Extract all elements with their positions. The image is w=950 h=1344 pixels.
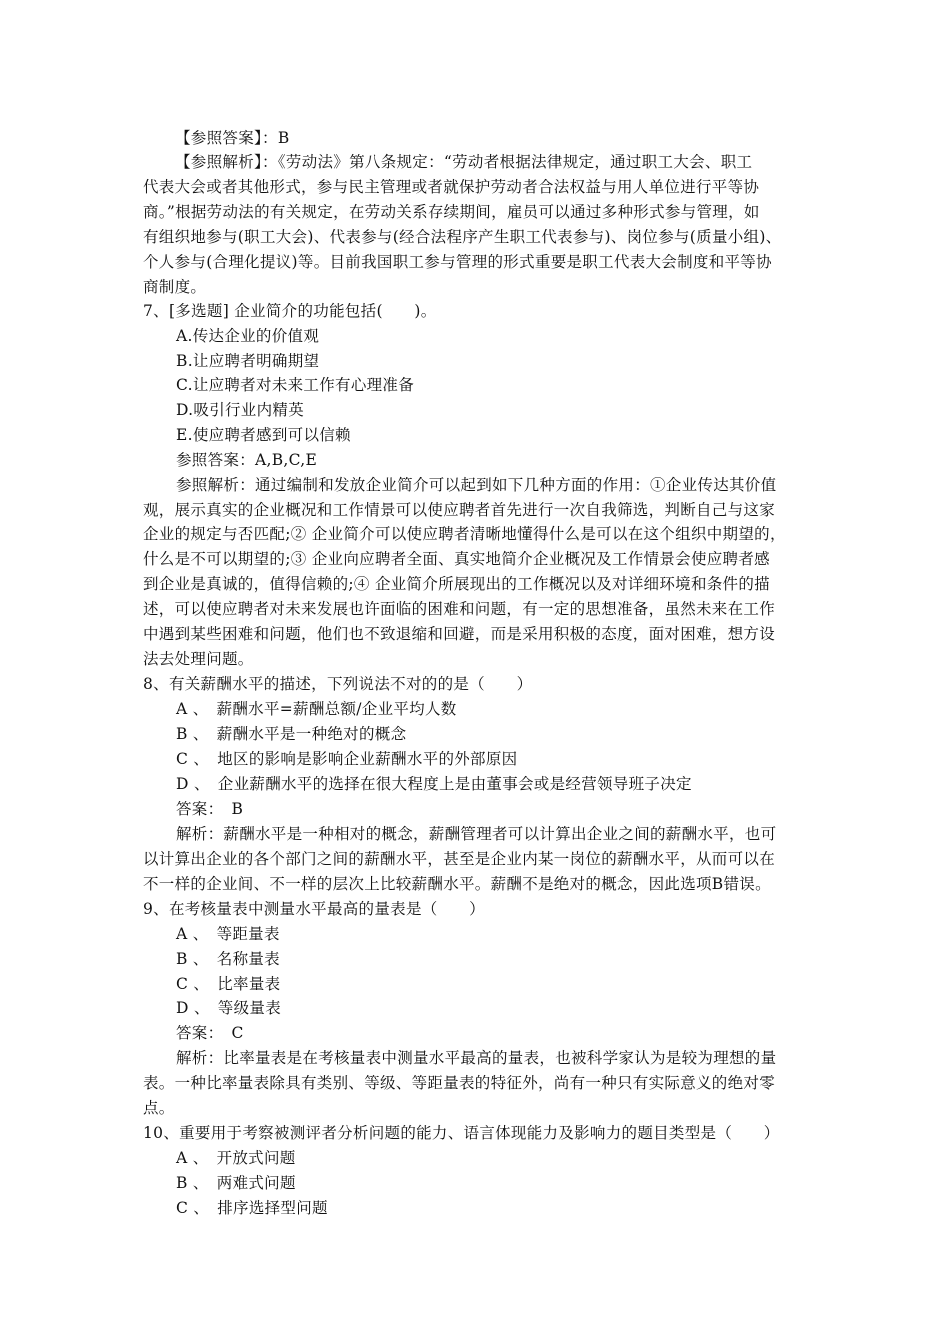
q9-analysis-line: 表。一种比率量表除具有类别、等级、等距量表的特征外，尚有一种只有实际意义的绝对零: [143, 1074, 776, 1092]
q6-analysis-line: 代表大会或者其他形式，参与民主管理或者就保护劳动者合法权益与用人单位进行平等协: [143, 178, 760, 196]
q7-option: C.让应聘者对未来工作有心理准备: [176, 376, 415, 394]
q6-analysis-line: 商制度。: [143, 278, 207, 296]
q7-option: E.使应聘者感到可以信赖: [176, 426, 351, 444]
q6-analysis-line: 【参照解析】：《劳动法》第八条规定：“劳动者根据法律规定，通过职工大会、职工: [175, 153, 753, 171]
q7-analysis-line: 中遇到某些困难和问题，他们也不致退缩和回避，而是采用积极的态度，面对困难，想方设: [143, 625, 776, 643]
q7-option: B.让应聘者明确期望: [176, 352, 320, 370]
q9-stem: 9、在考核量表中测量水平最高的量表是（ ）: [143, 900, 485, 918]
q6-analysis-line: 商。”根据劳动法的有关规定，在劳动关系存续期间，雇员可以通过多种形式参与管理，如: [143, 203, 760, 221]
q9-analysis-line: 解析：比率量表是在考核量表中测量水平最高的量表，也被科学家认为是较为理想的量: [176, 1049, 777, 1067]
q7-analysis-line: 到企业是真诚的，值得信赖的;④ 企业简介所展现出的工作概况以及对详细环境和条件的描: [143, 575, 770, 593]
q10-option: A 、 开放式问题: [176, 1149, 296, 1167]
q7-analysis-line: 什么是不可以期望的;③ 企业向应聘者全面、真实地简介企业概况及工作情景会使应聘者感: [143, 550, 770, 568]
q9-analysis-line: 点。: [143, 1099, 175, 1117]
q10-option: B 、 两难式问题: [176, 1174, 296, 1192]
q8-option: D 、 企业薪酬水平的选择在很大程度上是由董事会或是经营领导班子决定: [176, 775, 692, 793]
q8-analysis-line: 不一样的企业间、不一样的层次上比较薪酬水平。薪酬不是绝对的概念，因此选项B错误。: [143, 875, 771, 893]
q7-stem: 7、[多选题] 企业简介的功能包括( )。: [143, 302, 437, 320]
q8-analysis-line: 以计算出企业的各个部门之间的薪酬水平，甚至是企业内某一岗位的薪酬水平，从而可以在: [143, 850, 776, 868]
q10-option: C 、 排序选择型问题: [176, 1199, 328, 1217]
q9-option: D 、 等级量表: [176, 999, 282, 1017]
q8-option: C 、 地区的影响是影响企业薪酬水平的外部原因: [176, 750, 518, 768]
q7-option: D.吸引行业内精英: [176, 401, 305, 419]
q8-option: B 、 薪酬水平是一种绝对的概念: [176, 725, 407, 743]
q7-analysis-line: 观，展示真实的企业概况和工作情景可以使应聘者首先进行一次自我筛选，判断自己与这家: [143, 501, 776, 519]
q7-analysis-line: 参照解析：通过编制和发放企业简介可以起到如下几种方面的作用：①企业传达其价值: [176, 476, 777, 494]
q7-answer: 参照答案：A,B,C,E: [176, 451, 318, 469]
q9-answer: 答案： C: [176, 1024, 244, 1042]
q8-stem: 8、有关薪酬水平的描述，下列说法不对的的是（ ）: [143, 675, 533, 693]
q8-answer: 答案： B: [176, 800, 244, 818]
q9-option: A 、 等距量表: [176, 925, 280, 943]
q8-option: A 、 薪酬水平=薪酬总额/企业平均人数: [176, 700, 457, 718]
q7-option: A.传达企业的价值观: [176, 327, 320, 345]
q6-analysis-line: 有组织地参与(职工大会)、代表参与(经合法程序产生职工代表参与)、岗位参与(质量小组)、: [143, 228, 782, 246]
q7-analysis-line: 企业的规定与否匹配;② 企业简介可以使应聘者清晰地懂得什么是可以在这个组织中期望的，: [143, 525, 786, 543]
q7-analysis-line: 法去处理问题。: [143, 650, 254, 668]
q6-answer: 【参照答案】：B: [175, 129, 290, 147]
q7-analysis-line: 述，可以使应聘者对未来发展也许面临的困难和问题，有一定的思想准备，虽然未来在工作: [143, 600, 776, 618]
q6-analysis-line: 个人参与(合理化提议)等。目前我国职工参与管理的形式重要是职工代表大会制度和平等协: [143, 253, 772, 271]
q9-option: C 、 比率量表: [176, 975, 281, 993]
q8-analysis-line: 解析：薪酬水平是一种相对的概念，薪酬管理者可以计算出企业之间的薪酬水平，也可: [176, 825, 777, 843]
q10-stem: 10、重要用于考察被测评者分析问题的能力、语言体现能力及影响力的题目类型是（ ）: [143, 1124, 780, 1142]
q9-option: B 、 名称量表: [176, 950, 280, 968]
